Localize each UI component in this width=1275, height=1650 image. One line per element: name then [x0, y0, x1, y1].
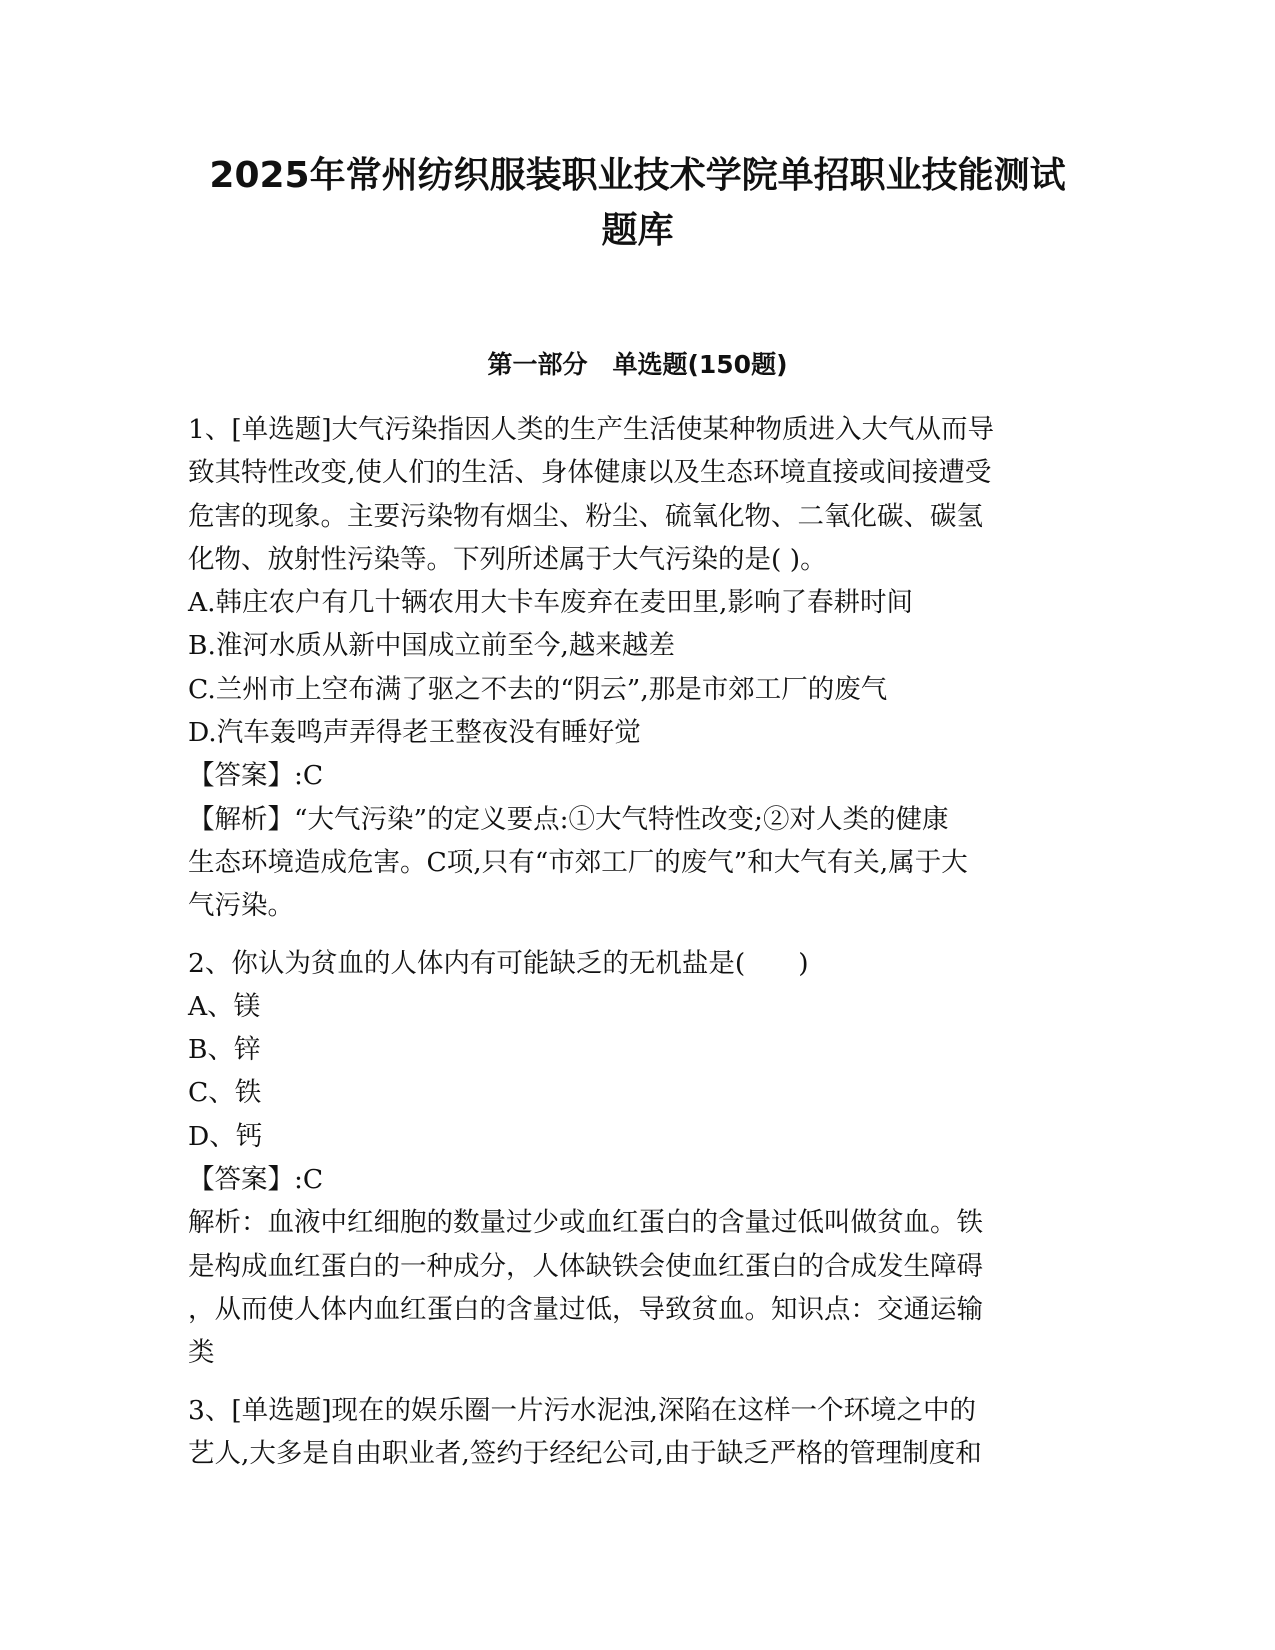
question-list [188, 408, 1086, 1475]
question-stem-line: 危害的现象。主要污染物有烟尘、粉尘、硫氧化物、二氧化碳、碳氢 [188, 500, 983, 532]
title-line: 2025年常州纺织服装职业技术学院单招职业技能测试 [209, 155, 1066, 196]
question-stem-line: 艺人,大多是自由职业者,签约于经纪公司,由于缺乏严格的管理制度和 [188, 1437, 982, 1469]
question-stem-line: 1、[单选题]大气污染指因人类的生产生活使某种物质进入大气从而导 [188, 414, 995, 445]
explanation-line: 【解析】“大气污染”的定义要点:①大气特性改变;②对人类的健康 [188, 803, 949, 835]
explanation-line: 气污染。 [188, 890, 294, 922]
answer: 【答案】:C [188, 1164, 324, 1196]
question-2 [188, 942, 1086, 1375]
question-stem-line: 3、[单选题]现在的娱乐圈一片污水泥浊,深陷在这样一个环境之中的 [188, 1394, 976, 1426]
question-stem-line: 2、你认为贫血的人体内有可能缺乏的无机盐是( ) [188, 947, 809, 979]
document-title [170, 148, 1105, 258]
option-b: B、锌 [188, 1034, 261, 1066]
option-d: D.汽车轰鸣声弄得老王整夜没有睡好觉 [188, 717, 641, 749]
option-a: A、镁 [188, 990, 261, 1022]
explanation-line: 生态环境造成危害。C项,只有“市郊工厂的废气”和大气有关,属于大 [188, 846, 968, 878]
explanation-line: 解析：血液中红细胞的数量过少或血红蛋白的含量过低叫做贫血。铁 [188, 1207, 983, 1239]
explanation-line: ，从而使人体内血红蛋白的含量过低，导致贫血。知识点：交通运输 [188, 1293, 983, 1325]
option-d: D、钙 [188, 1120, 263, 1152]
title-line: 题库 [601, 210, 674, 251]
section-heading: 第一部分 单选题(150题) [487, 350, 788, 379]
option-c: C.兰州市上空布满了驱之不去的“阴云”,那是市郊工厂的废气 [188, 673, 888, 705]
option-a: A.韩庄农户有几十辆农用大卡车废弃在麦田里,影响了春耕时间 [188, 587, 913, 619]
explanation-line: 是构成血红蛋白的一种成分，人体缺铁会使血红蛋白的合成发生障碍 [188, 1250, 983, 1282]
explanation-line: 类 [188, 1337, 215, 1369]
option-b: B.淮河水质从新中国成立前至今,越来越差 [188, 630, 675, 662]
question-stem-line: 致其特性改变,使人们的生活、身体健康以及生态环境直接或间接遭受 [188, 457, 992, 489]
answer: 【答案】:C [188, 760, 324, 792]
question-3 [188, 1389, 1086, 1476]
question-stem-line: 化物、放射性污染等。下列所述属于大气污染的是( )。 [188, 543, 827, 575]
question-1 [188, 408, 1086, 928]
option-c: C、铁 [188, 1077, 262, 1109]
